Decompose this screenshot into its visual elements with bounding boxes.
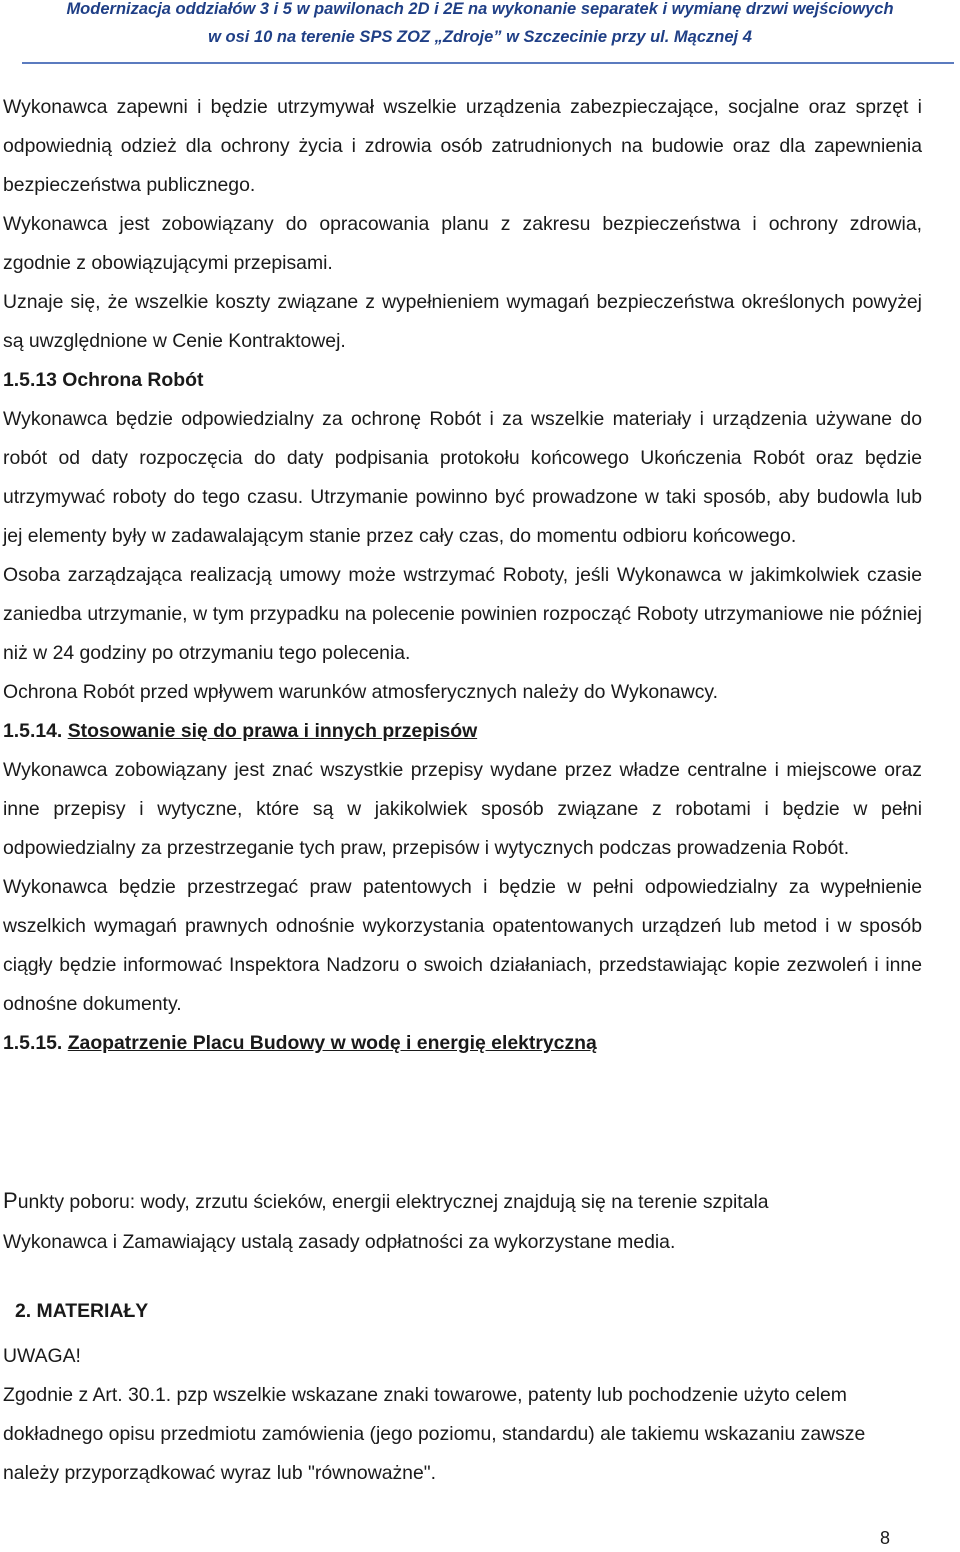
paragraph-utility-points-text: unkty poboru: wody, zrzutu ścieków, energii elektrycznej znajdują się na terenie szpitala [17,1191,769,1213]
paragraph-safety-plan: Wykonawca jest zobowiązany do opracowania planu z zakresu bezpieczeństwa i ochrony zdrowia, zgodnie z obowiązującymi przepisami. [3,213,922,274]
warning-label: UWAGA! [3,1345,81,1367]
paragraph-media-fees: Wykonawca i Zamawiający ustalą zasady odpłatności za wykorzystane media. [3,1231,676,1253]
section-title-1-5-14: Stosowanie się do prawa i innych przepisów [67,720,478,742]
section-heading-1-5-13: 1.5.13 Ochrona Robót [3,369,204,391]
section-heading-materials: 2. MATERIAŁY [15,1300,149,1322]
header-line-1: Modernizacja oddziałów 3 i 5 w pawilonach 2D i 2E na wykonanie separatek i wymianę drzwi wejściowych [66,0,894,18]
paragraph-safety-costs: Uznaje się, że wszelkie koszty związane z wypełnieniem wymagań bezpieczeństwa określonych powyżej są uwzględnione w Cenie Kontraktowej. [3,291,922,352]
paragraph-patents: Wykonawca będzie przestrzegać praw patentowych i będzie w pełni odpowiedzialny za wypełnienie wszelkich wymagań prawnych odnośnie wykorzystania opatentowanych urządzeń lub metod i w sposób ciągły będzie informować Inspektora Nadzoru o swoich działaniach, przedstawiając kopie zezwoleń i inne odnośne dokumenty. [3,876,922,1015]
header-divider [22,62,954,64]
paragraph-utility-points [3,1188,922,1214]
section-heading-1-5-14 [3,712,922,751]
paragraph-maintenance-stop: Osoba zarządzająca realizacją umowy może wstrzymać Roboty, jeśli Wykonawca w jakimkolwiek czasie zaniedba utrzymanie, w tym przypadku na polecenie powinien rozpocząć Roboty utrzymaniowe nie później niż w 24 godziny po otrzymaniu tego polecenia. [3,564,922,664]
paragraph-safety-equipment: Wykonawca zapewni i będzie utrzymywał wszelkie urządzenia zabezpieczające, socjalne oraz sprzęt i odpowiednią odzież dla ochrony życia i zdrowia osób zatrudnionych na budowie oraz dla zapewnienia bezpieczeństwa publicznego. [3,96,922,196]
header-line-2: w osi 10 na terenie SPS ZOZ „Zdroje” w Szczecinie przy ul. Mącznej 4 [208,28,752,46]
paragraph-utility-points-initial: P [3,1188,18,1213]
section-heading-1-5-15 [3,1024,922,1063]
paragraph-equivalents: Zgodnie z Art. 30.1. pzp wszelkie wskazane znaki towarowe, patenty lub pochodzenie użyto celem dokładnego opisu przedmiotu zamówienia (jego poziomu, standardu) ale takiemu wskazaniu zawsze należy przyporządkować wyraz lub "równoważne". [3,1384,866,1484]
paragraph-weather-protection: Ochrona Robót przed wpływem warunków atmosferycznych należy do Wykonawcy. [3,681,719,703]
paragraph-works-protection: Wykonawca będzie odpowiedzialny za ochronę Robót i za wszelkie materiały i urządzenia używane do robót od daty rozpoczęcia do daty podpisania protokołu końcowego Ukończenia Robót oraz będzie utrzymywać roboty do tego czasu. Utrzymanie powinno być prowadzone w taki sposób, aby budowla lub jej elementy były w zadawalającym stanie przez cały czas, do momentu odbioru końcowego. [3,408,922,547]
section-number-1-5-14: 1.5.14. [3,720,63,742]
paragraph-regulations: Wykonawca zobowiązany jest znać wszystkie przepisy wydane przez władze centralne i miejscowe oraz inne przepisy i wytyczne, które są w jakikolwiek sposób związane z robotami i będzie w pełni odpowiedzialny za przestrzeganie tych praw, przepisów i wytycznych podczas prowadzenia Robót. [3,759,922,859]
page-number: 8 [880,1528,891,1548]
main-text-block [3,88,922,1063]
section-title-1-5-15: Zaopatrzenie Placu Budowy w wodę i energię elektryczną [67,1032,597,1054]
section-number-1-5-15: 1.5.15. [3,1032,63,1054]
